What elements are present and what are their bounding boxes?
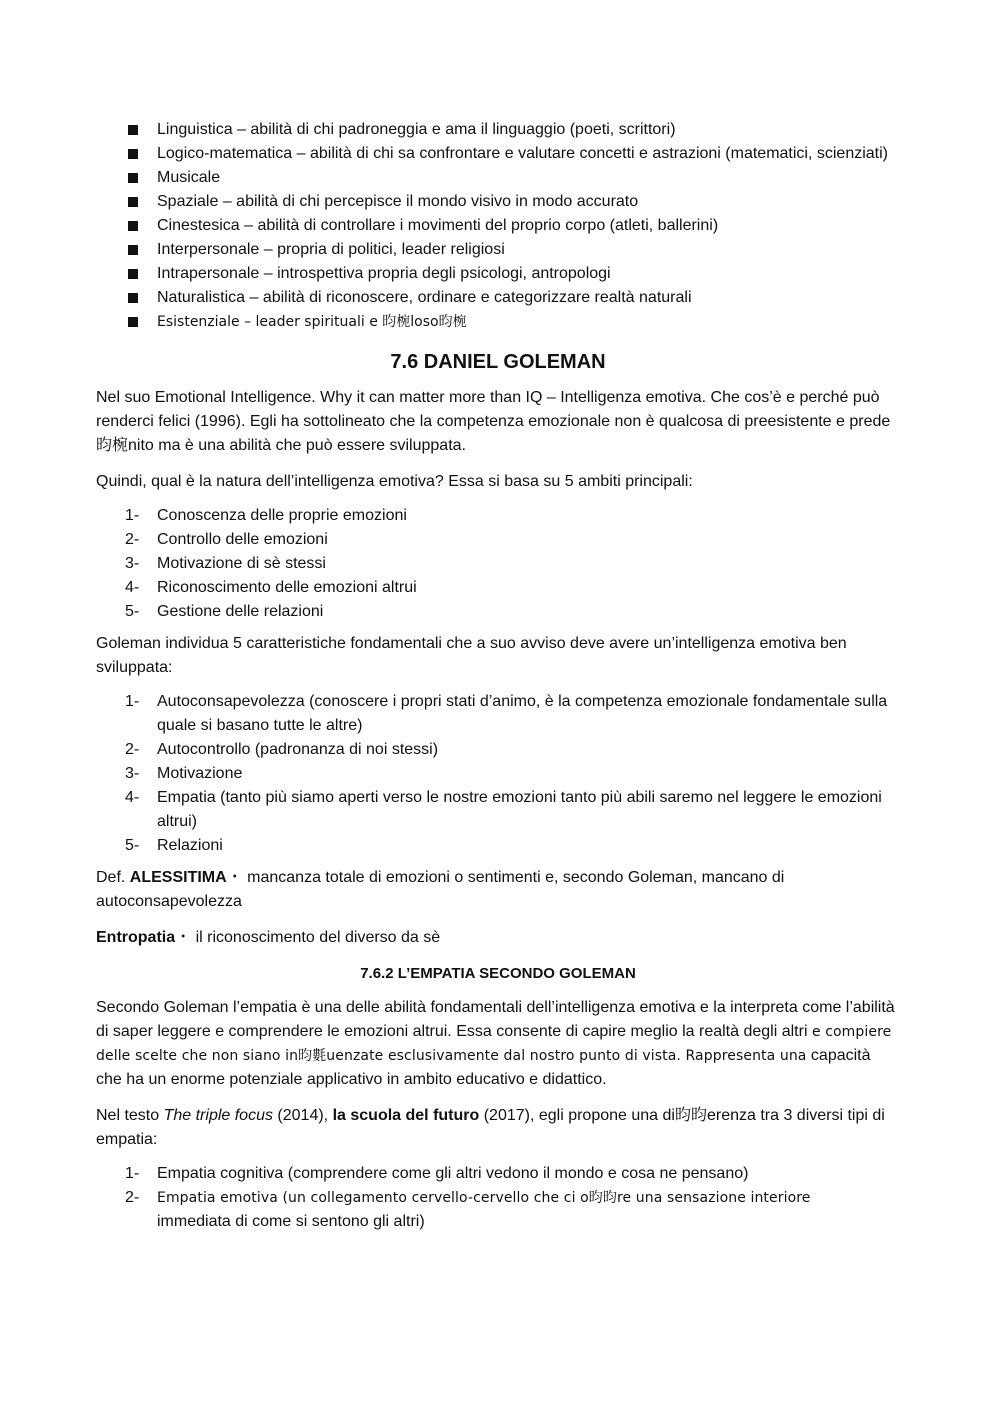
list-item: 5- Relazioni <box>125 837 223 854</box>
question-paragraph: Quindi, qual è la natura dell’intelligenza emotiva? Essa si basa su 5 ambiti principali: <box>96 473 693 490</box>
definition-entropatia: Entropatia・ il riconoscimento del diverso da sè <box>96 929 441 946</box>
book-title: The triple focus <box>163 1107 273 1124</box>
list-item: 5- Gestione delle relazioni <box>125 603 324 620</box>
empatia-paragraph: Secondo Goleman l’empatia è una delle abilità fondamentali dell’intelligenza emotiva e la interpreta come l’abilità di saper leggere e comprendere le emozioni altrui. Essa consente di capire meglio la realtà degli altri e compiere delle scelte che non siano in昀氀uenzate esclusivamente dal nostro punto di vista. Rappresenta una capacità che ha un enorme potenziale applicativo in ambito educativo e didattico. <box>96 999 895 1088</box>
intro-paragraph: Nel suo Emotional Intelligence. Why it can matter more than IQ – Intelligenza emotiva. Che cos’è e perché può renderci felici (1996). Egli ha sottolineato che la competenza emozionale non è qualcosa di preesistente e prede昀椀nito ma è una abilità che può essere sviluppata. <box>96 389 891 454</box>
definition-alessitima: Def. ALESSITIMA・ mancanza totale di emozioni o sentimenti e, secondo Goleman, mancano di autoconsapevolezza <box>96 869 785 910</box>
list-item: Intrapersonale – introspettiva propria degli psicologi, antropologi <box>96 262 900 286</box>
square-bullet-icon <box>128 245 138 255</box>
square-bullet-icon <box>128 221 138 231</box>
list-item: 4- Empatia (tanto più siamo aperti verso le nostre emozioni tanto più abili saremo nel leggere le emozioni altrui) <box>125 789 882 830</box>
square-bullet-icon <box>128 173 138 183</box>
list-item: Cinestesica – abilità di controllare i movimenti del proprio corpo (atleti, ballerini) <box>96 214 900 238</box>
section-title: 7.6 DANIEL GOLEMAN <box>390 351 606 373</box>
list-item: 2- Controllo delle emozioni <box>125 531 328 548</box>
empatia-types-list <box>96 1162 900 1234</box>
list-item: 1- Autoconsapevolezza (conoscere i propri stati d’animo, è la competenza emozionale fondamentale sulla quale si basano tutte le altre) <box>125 693 888 734</box>
square-bullet-icon <box>128 293 138 303</box>
list-item: Naturalistica – abilità di riconoscere, ordinare e categorizzare realtà naturali <box>96 286 900 310</box>
square-bullet-icon <box>128 197 138 207</box>
square-bullet-icon <box>128 317 138 327</box>
list-item: 2- Empatia emotiva (un collegamento cervello-cervello che ci o昀昀re una sensazione interiore immediata di come si sentono gli altri) <box>125 1189 811 1230</box>
term-entropatia: Entropatia <box>96 929 176 946</box>
book-title-bold: la scuola del futuro <box>332 1107 480 1124</box>
list-item: Linguistica – abilità di chi padroneggia e ama il linguaggio (poeti, scrittori) <box>96 118 900 142</box>
square-bullet-icon <box>128 269 138 279</box>
list-item: 1- Empatia cognitiva (comprendere come gli altri vedono il mondo e cosa ne pensano) <box>125 1165 749 1182</box>
list-item: 2- Autocontrollo (padronanza di noi stessi) <box>125 741 439 758</box>
caratteristiche-list <box>96 690 900 858</box>
list-item: 4- Riconoscimento delle emozioni altrui <box>125 579 417 596</box>
list-item: Esistenziale – leader spirituali e 昀椀loso昀椀 <box>96 310 900 334</box>
caratteristiche-intro: Goleman individua 5 caratteristiche fondamentali che a suo avviso deve avere un’intelligenza emotiva ben sviluppata: <box>96 635 847 676</box>
subsection-title: 7.6.2 L’EMPATIA SECONDO GOLEMAN <box>360 965 636 982</box>
intelligences-list <box>96 118 900 334</box>
term-alessitima: ALESSITIMA <box>129 869 227 886</box>
square-bullet-icon <box>128 125 138 135</box>
square-bullet-icon <box>128 149 138 159</box>
list-item: Spaziale – abilità di chi percepisce il mondo visivo in modo accurato <box>96 190 900 214</box>
list-item: 3- Motivazione <box>125 765 243 782</box>
list-item: 3- Motivazione di sè stessi <box>125 555 326 572</box>
list-item: Interpersonale – propria di politici, leader religiosi <box>96 238 900 262</box>
triple-focus-paragraph: Nel testo The triple focus (2014), la scuola del futuro (2017), egli propone una di昀昀erenza tra 3 diversi tipi di empatia: <box>96 1107 885 1148</box>
list-item: Logico-matematica – abilità di chi sa confrontare e valutare concetti e astrazioni (matematici, scienziati) <box>96 142 900 166</box>
ambiti-list <box>96 504 900 624</box>
list-item: Musicale <box>96 166 900 190</box>
list-item: 1- Conoscenza delle proprie emozioni <box>125 507 407 524</box>
